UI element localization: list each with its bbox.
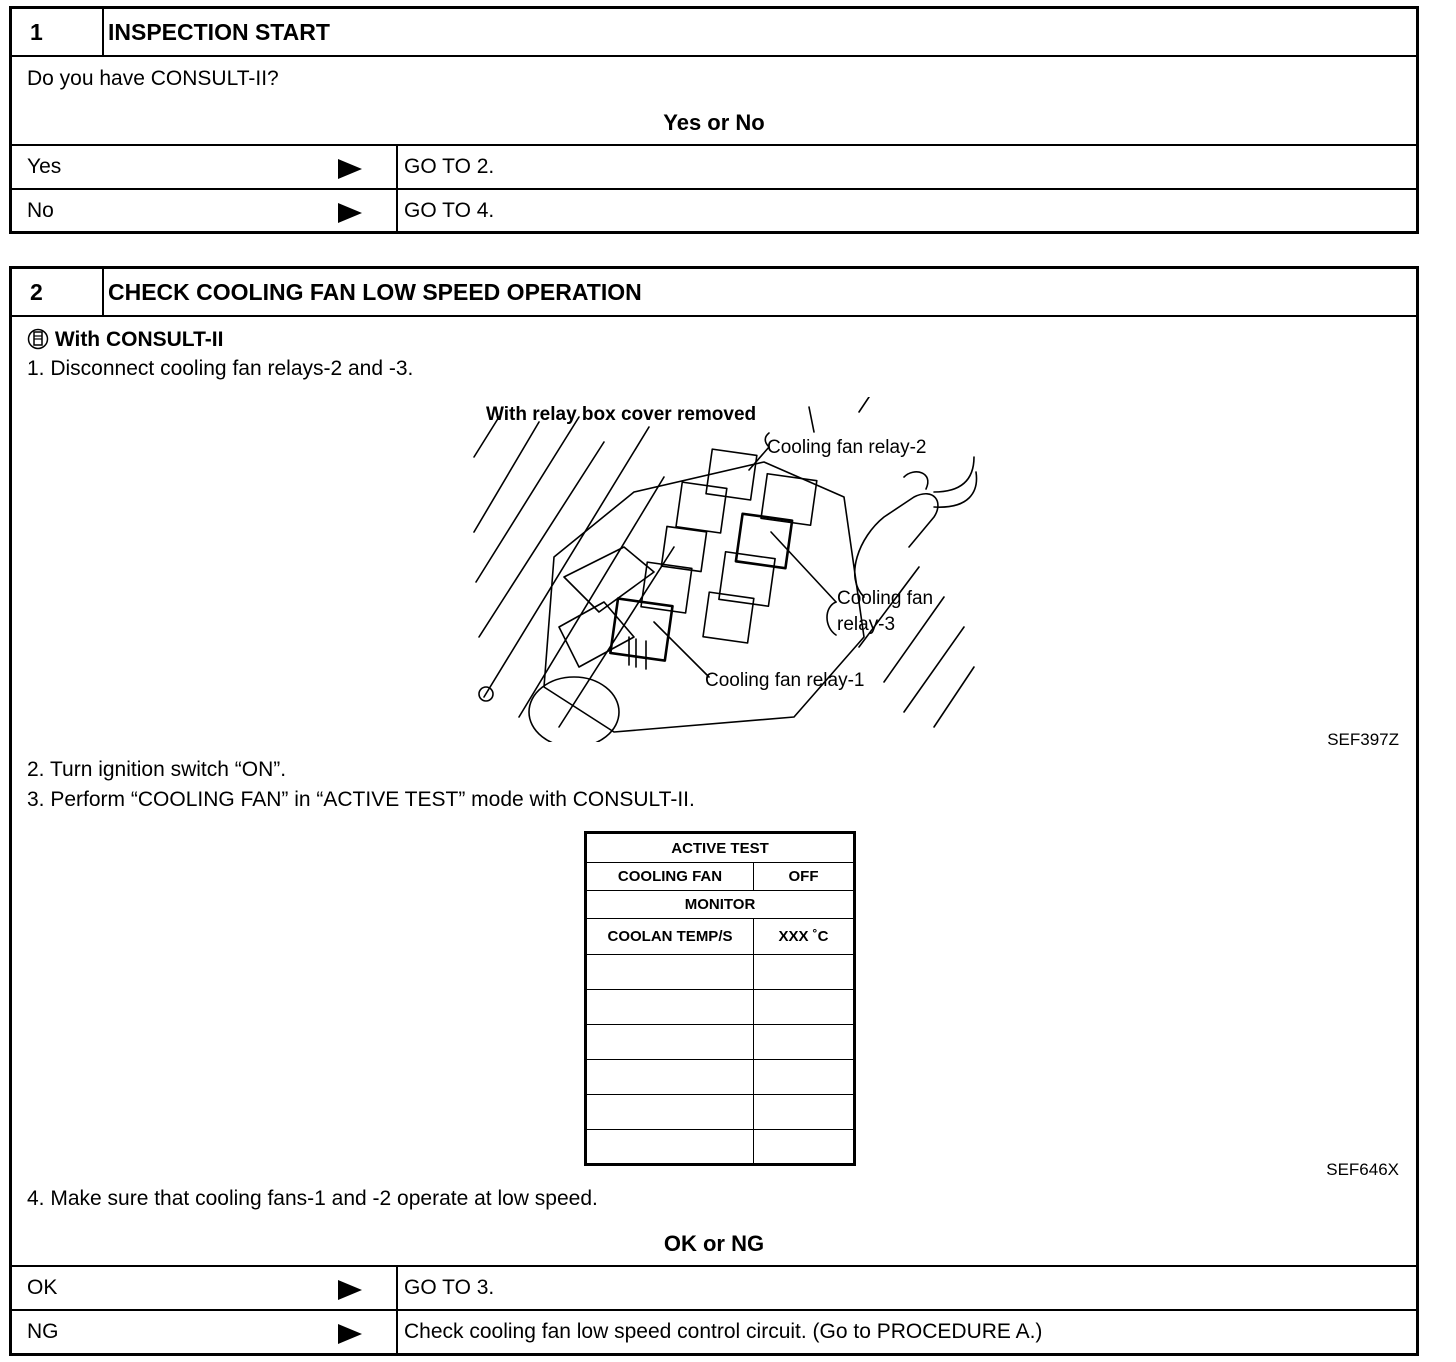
- empty-cell: [754, 1130, 855, 1165]
- active-test-item-value: OFF: [754, 863, 855, 891]
- active-test-screen: [584, 831, 856, 1166]
- arrow-right-icon: [338, 1280, 362, 1300]
- step-2-box: [9, 266, 1419, 1356]
- row-label: NG: [27, 1320, 59, 1343]
- step-1-box: [9, 6, 1419, 234]
- monitor-value: XXX ˚C: [754, 919, 855, 955]
- row-label: OK: [27, 1276, 58, 1299]
- step-2-title: CHECK COOLING FAN LOW SPEED OPERATION: [108, 279, 642, 305]
- figure-code-2: SEF646X: [1326, 1160, 1399, 1179]
- relay-3-label-line-2: relay-3: [837, 614, 896, 635]
- active-test-item: COOLING FAN: [586, 863, 754, 891]
- instruction-step-2: 2. Turn ignition switch “ON”.: [27, 758, 287, 781]
- empty-cell: [586, 1060, 754, 1095]
- arrow-right-icon: [338, 1324, 362, 1344]
- row-label: No: [27, 199, 54, 222]
- step-1-row-no: [12, 188, 1416, 231]
- relay-3-label-line-1: Cooling fan: [837, 588, 934, 609]
- step-1-row-yes: [12, 144, 1416, 188]
- step-1-title: INSPECTION START: [108, 19, 330, 45]
- relay-box-diagram: [464, 397, 979, 742]
- row-result: Check cooling fan low speed control circuit. (Go to PROCEDURE A.): [396, 1311, 1416, 1353]
- consult-mode-label: [27, 327, 223, 352]
- figure-code-1: SEF397Z: [1327, 730, 1399, 749]
- step-2-decision-label: OK or NG: [663, 1231, 765, 1256]
- row-label: Yes: [27, 155, 62, 178]
- instruction-step-1: 1. Disconnect cooling fan relays-2 and -3.: [27, 357, 414, 380]
- empty-cell: [586, 1025, 754, 1060]
- step-1-number: 1: [12, 9, 104, 55]
- step-2-header: [12, 269, 1416, 317]
- consult-mode-text: With CONSULT-II: [54, 328, 224, 351]
- relay-2-label: Cooling fan relay-2: [767, 437, 927, 458]
- empty-cell: [754, 1060, 855, 1095]
- diagram-caption: With relay box cover removed: [486, 404, 757, 425]
- monitor-header: MONITOR: [586, 891, 855, 919]
- empty-cell: [754, 955, 855, 990]
- step-1-question: Do you have CONSULT-II?: [27, 67, 279, 90]
- row-result: GO TO 4.: [396, 190, 1416, 231]
- step-2-row-ok: [12, 1265, 1416, 1309]
- empty-cell: [754, 1025, 855, 1060]
- instruction-step-3: 3. Perform “COOLING FAN” in “ACTIVE TEST” mode with CONSULT-II.: [27, 788, 695, 811]
- consult-icon: [27, 327, 49, 351]
- empty-cell: [586, 1130, 754, 1165]
- monitor-item: COOLAN TEMP/S: [586, 919, 754, 955]
- instruction-step-4: 4. Make sure that cooling fans-1 and -2 operate at low speed.: [27, 1187, 598, 1210]
- step-2-number: 2: [12, 269, 104, 315]
- empty-cell: [754, 1095, 855, 1130]
- empty-cell: [586, 955, 754, 990]
- step-1-header: [12, 9, 1416, 57]
- relay-1-label: Cooling fan relay-1: [705, 670, 865, 691]
- arrow-right-icon: [338, 159, 362, 179]
- row-result: GO TO 3.: [396, 1267, 1416, 1309]
- empty-cell: [586, 990, 754, 1025]
- empty-cell: [586, 1095, 754, 1130]
- arrow-right-icon: [338, 203, 362, 223]
- row-result: GO TO 2.: [396, 146, 1416, 188]
- empty-cell: [754, 990, 855, 1025]
- step-1-decision-label: Yes or No: [663, 110, 765, 135]
- step-2-row-ng: [12, 1309, 1416, 1353]
- active-test-header: ACTIVE TEST: [586, 833, 855, 863]
